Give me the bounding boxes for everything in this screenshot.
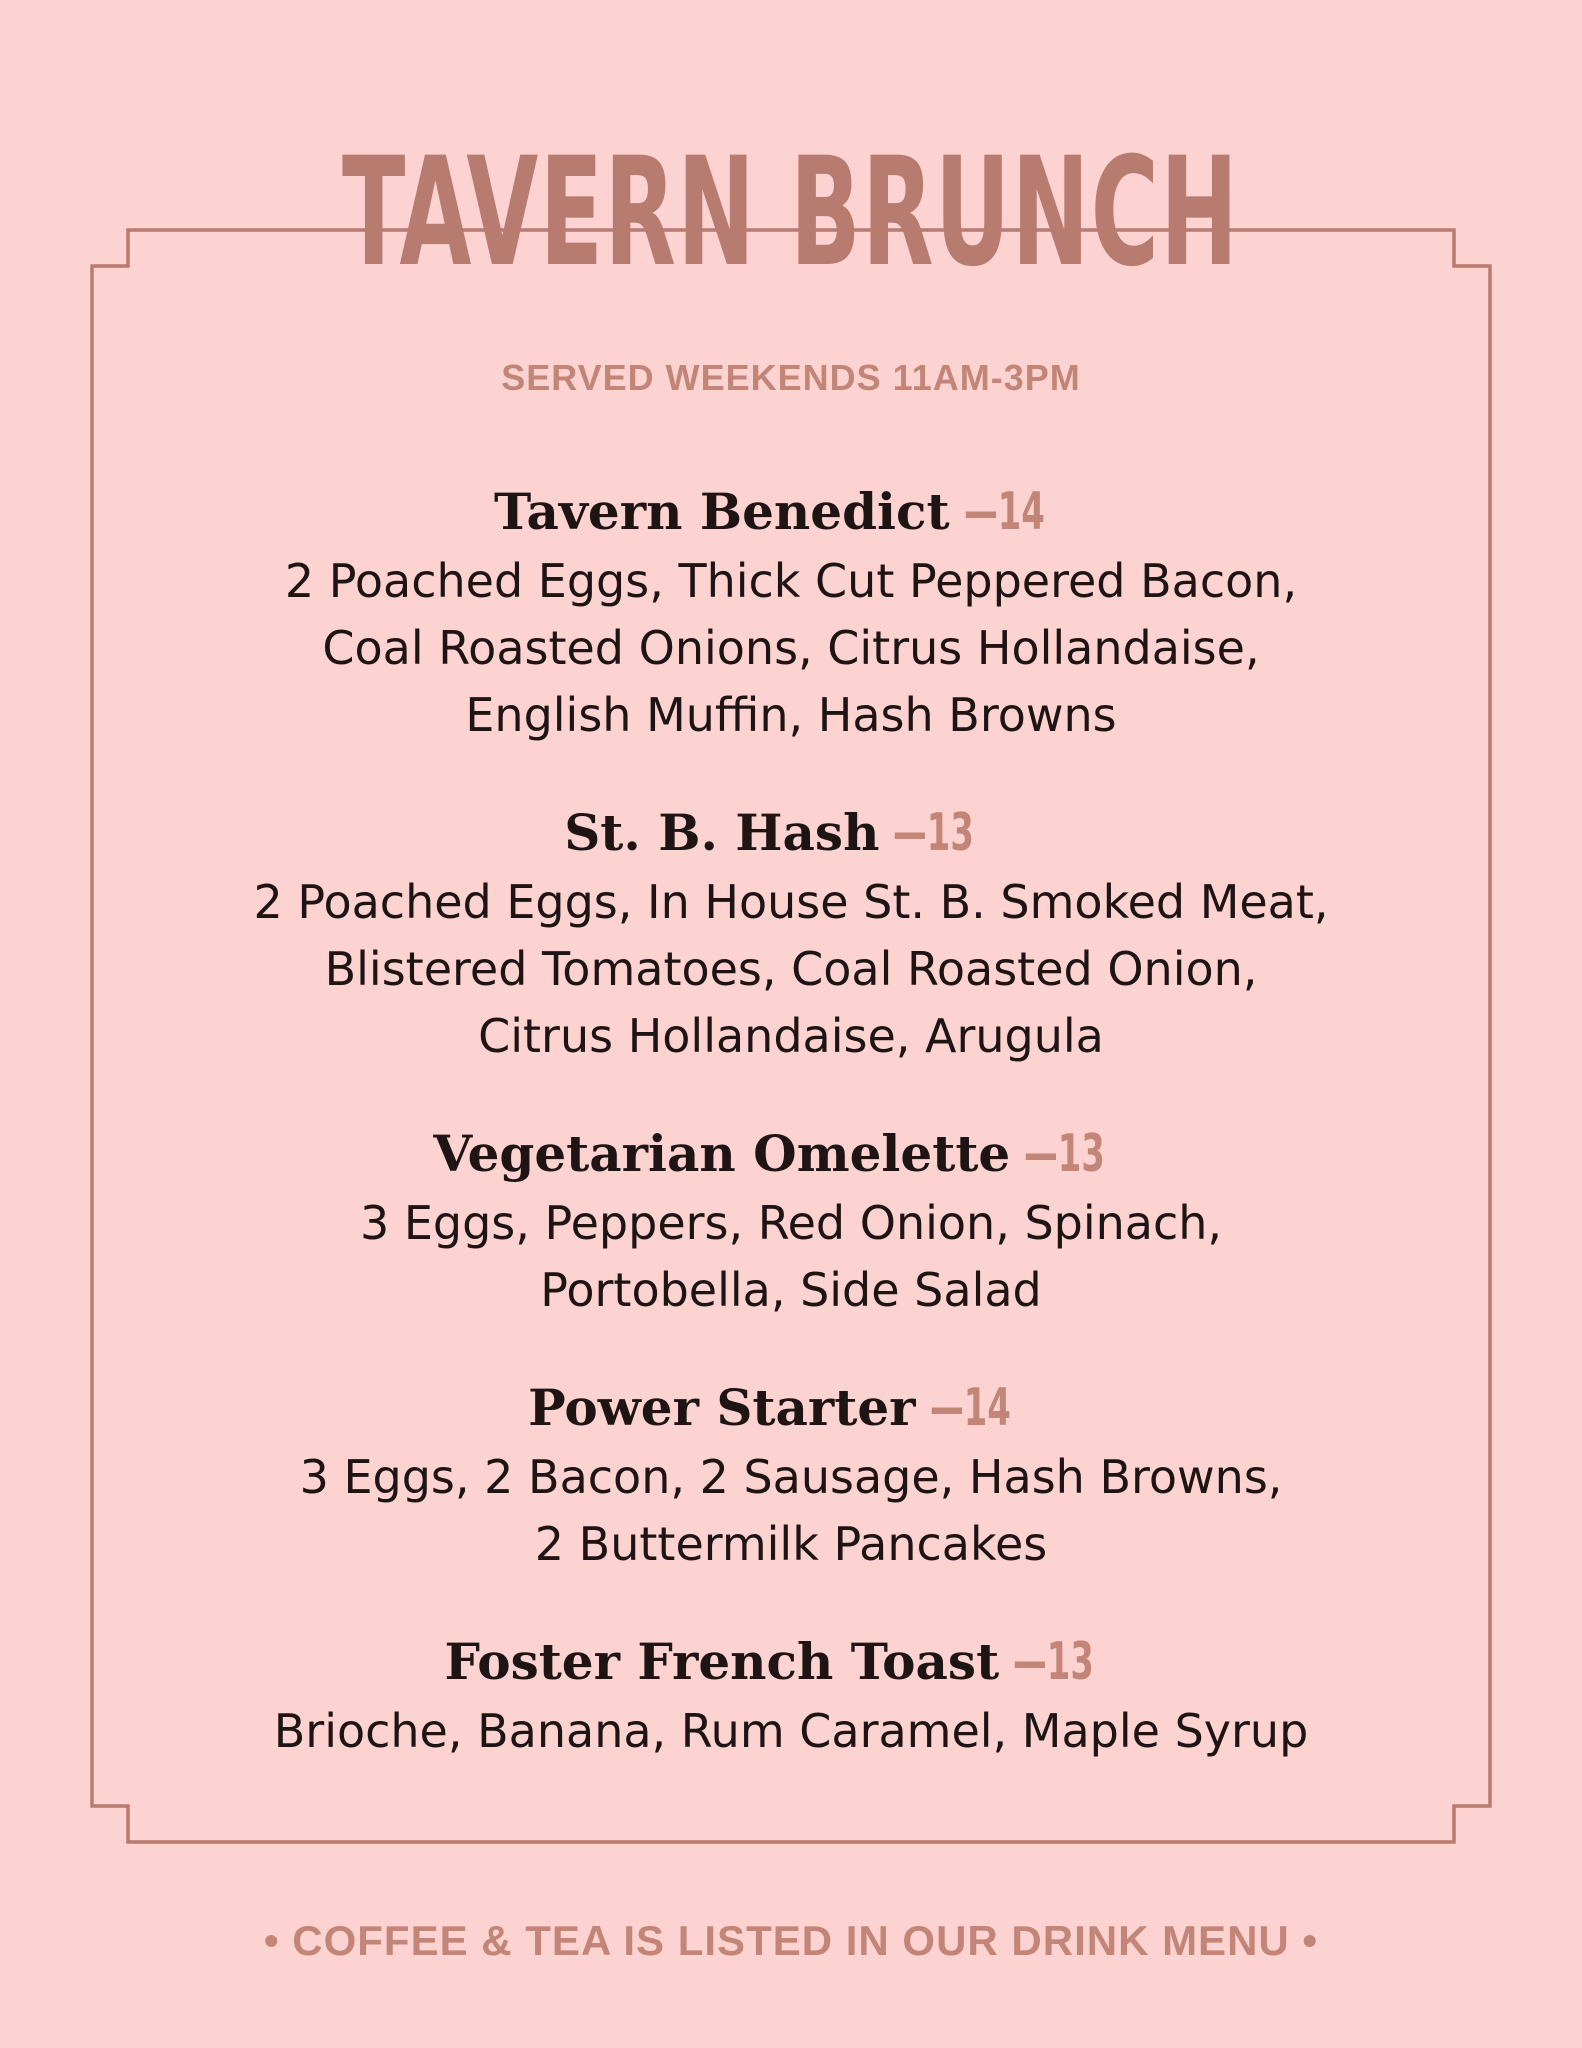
menu-item	[0, 476, 1582, 749]
title-container	[0, 128, 1582, 298]
item-price: —13	[1024, 1124, 1106, 1184]
item-description	[0, 1190, 1582, 1324]
item-name: Vegetarian Omelette	[433, 1124, 1011, 1183]
drink-menu-note: • COFFEE & TEA IS LISTED IN OUR DRINK MENU •	[263, 1917, 1319, 1964]
item-name: Tavern Benedict	[494, 482, 950, 541]
menu-item-header	[0, 1626, 1582, 1698]
item-description	[0, 869, 1582, 1070]
menu-item-header	[0, 1372, 1582, 1444]
menu-item	[0, 1118, 1582, 1324]
item-price: —13	[1013, 1632, 1095, 1692]
item-name: St. B. Hash	[564, 803, 880, 862]
description-line: 3 Eggs, 2 Bacon, 2 Sausage, Hash Browns,	[299, 1450, 1283, 1504]
serving-hours: SERVED WEEKENDS 11AM-3PM	[501, 357, 1081, 398]
item-name: Foster French Toast	[444, 1632, 1000, 1691]
description-line: Citrus Hollandaise, Arugula	[478, 1009, 1104, 1063]
menu-item	[0, 797, 1582, 1070]
description-line: Portobella, Side Salad	[540, 1263, 1042, 1317]
item-name: Power Starter	[528, 1378, 916, 1437]
description-line: English Muffin, Hash Browns	[465, 688, 1117, 742]
item-price: —13	[893, 803, 975, 863]
item-price: —14	[963, 482, 1045, 542]
description-line: 2 Poached Eggs, Thick Cut Peppered Bacon,	[284, 554, 1298, 608]
item-description	[0, 548, 1582, 749]
menu-item	[0, 1626, 1582, 1765]
description-line: 3 Eggs, Peppers, Red Onion, Spinach,	[359, 1196, 1223, 1250]
description-line: 2 Poached Eggs, In House St. B. Smoked Meat,	[253, 875, 1329, 929]
description-line: 2 Buttermilk Pancakes	[534, 1517, 1048, 1571]
menu-item	[0, 1372, 1582, 1578]
description-line: Coal Roasted Onions, Citrus Hollandaise,	[322, 621, 1260, 675]
menu-title: TAVERN BRUNCH	[342, 126, 1240, 300]
item-price: —14	[929, 1378, 1011, 1438]
item-description	[0, 1444, 1582, 1578]
menu-item-header	[0, 476, 1582, 548]
description-line: Blistered Tomatoes, Coal Roasted Onion,	[324, 942, 1258, 996]
menu-item-header	[0, 1118, 1582, 1190]
description-line: Brioche, Banana, Rum Caramel, Maple Syrup	[273, 1704, 1309, 1758]
menu-items	[0, 476, 1582, 1813]
item-description	[0, 1698, 1582, 1765]
menu-item-header	[0, 797, 1582, 869]
